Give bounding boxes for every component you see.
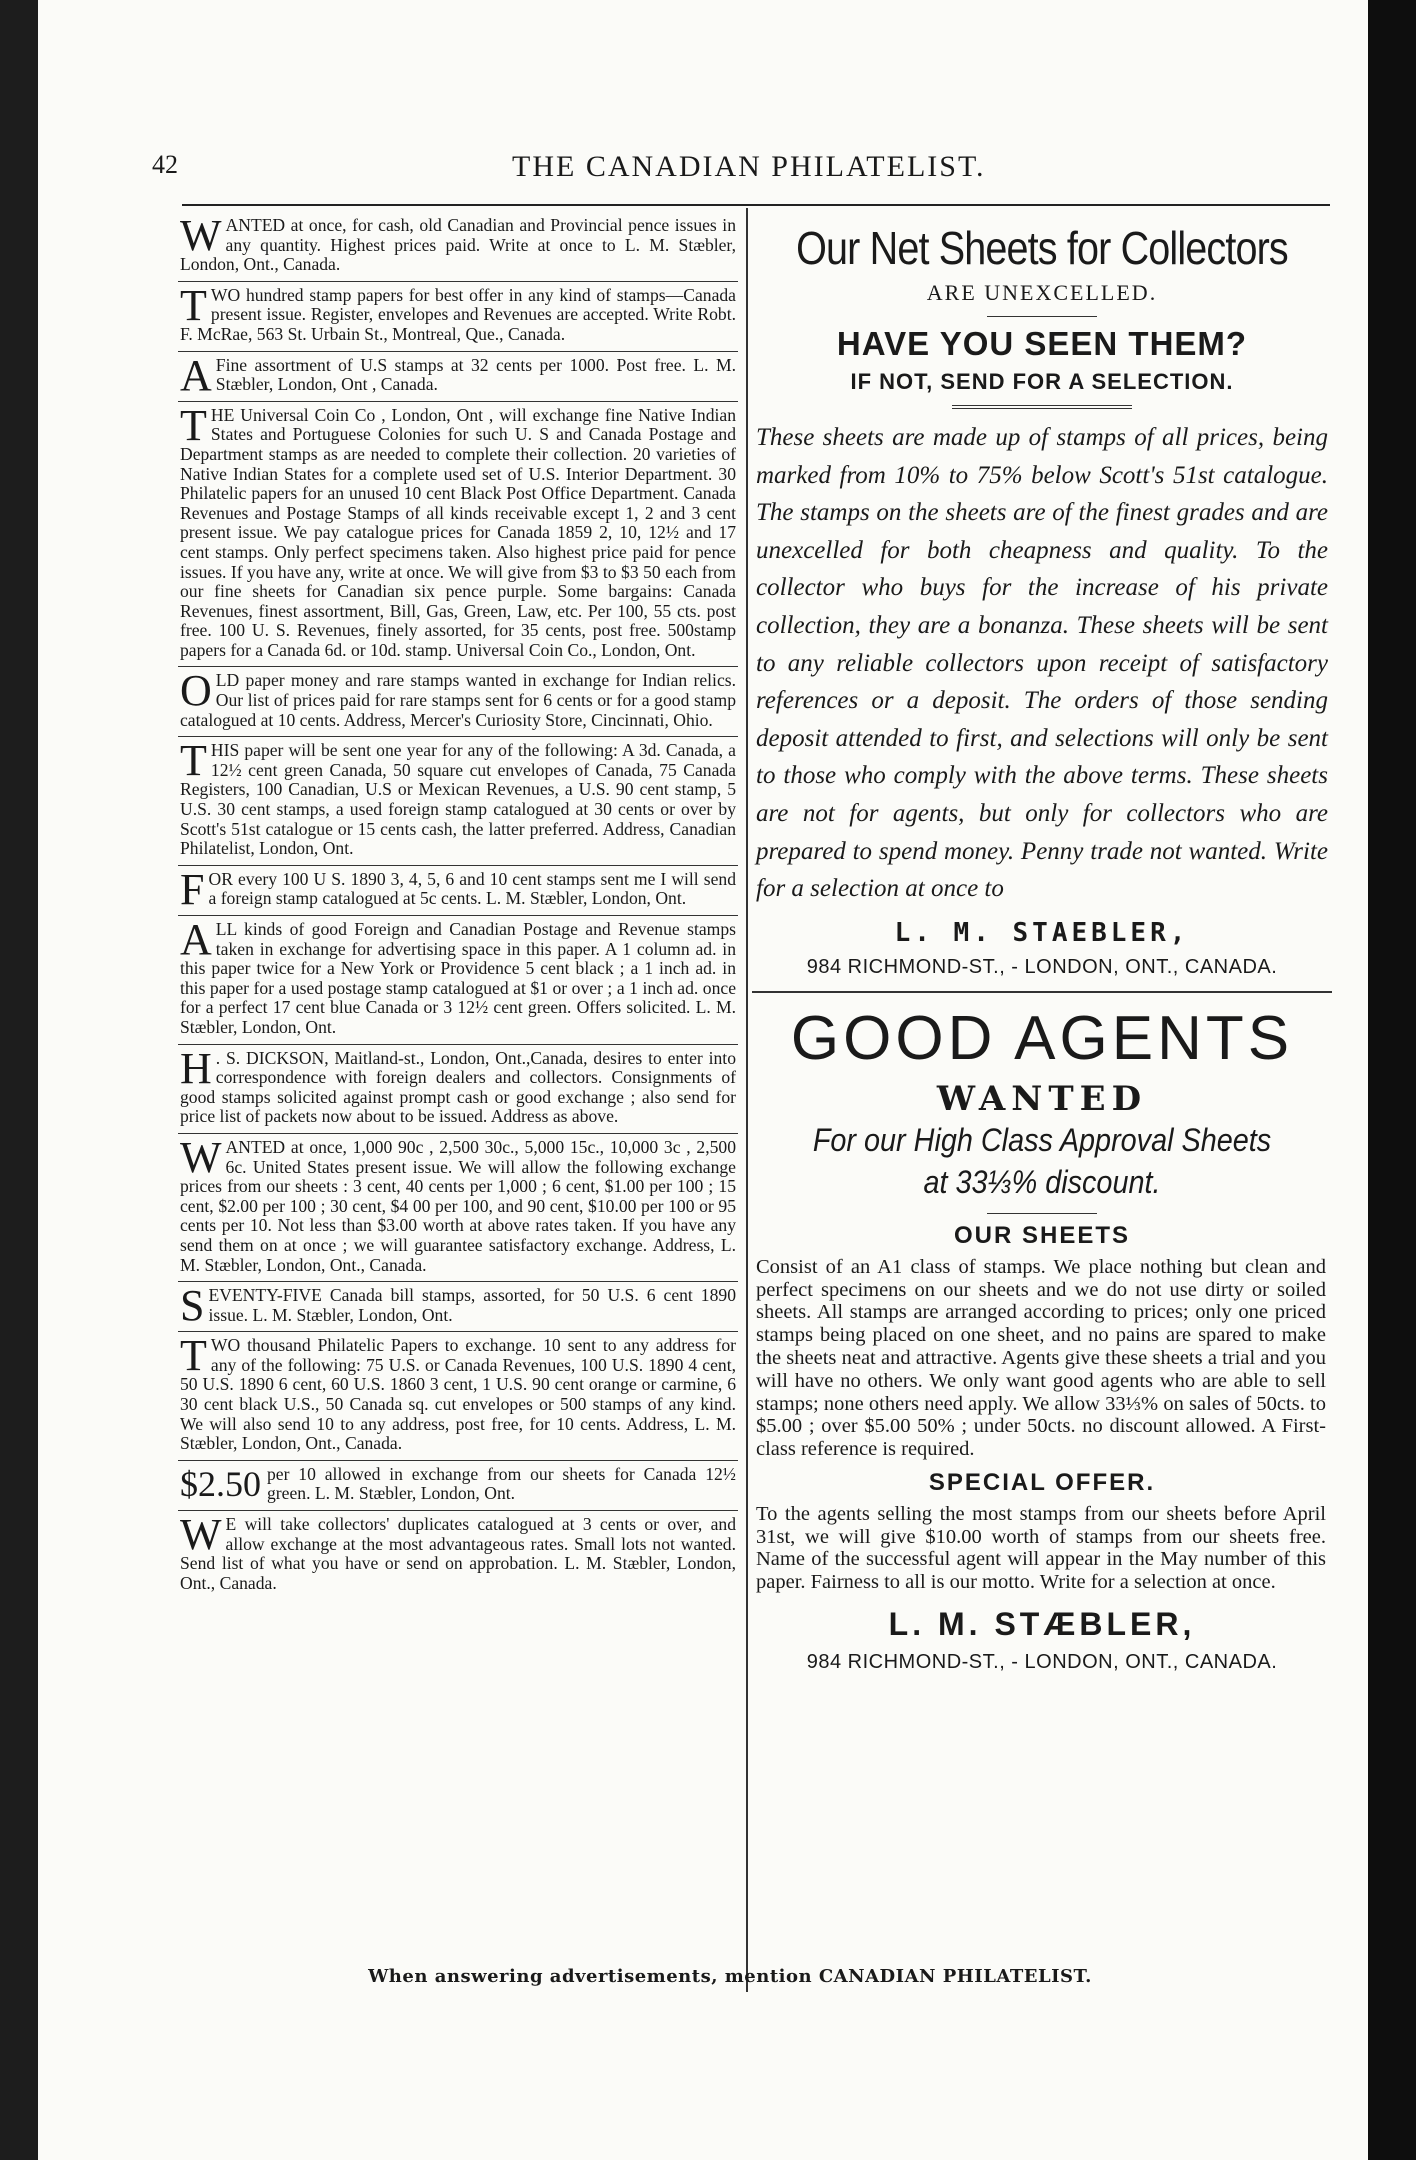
ad-text: WO hundred stamp papers for best offer in any kind of stamps—Canada present issue. Register, envelopes and Revenues are accepted. Write Robt. F. McRae, 563 St. Urbain St., Montreal, Que., Canada. bbox=[180, 284, 736, 344]
advertiser-address: 984 RICHMOND-ST., - LONDON, ONT., CANADA. bbox=[806, 955, 1278, 978]
classified-ad bbox=[178, 1511, 738, 1599]
drop-cap: W bbox=[180, 1510, 222, 1560]
short-rule bbox=[987, 1213, 1097, 1214]
drop-cap: H bbox=[180, 1043, 212, 1093]
display-ads-column bbox=[752, 212, 1332, 1674]
classified-ad bbox=[178, 667, 738, 737]
ad-text: per 10 allowed in exchange from our sheets for Canada 12½ green. L. M. Stæbler, London, Ont. bbox=[267, 1463, 736, 1504]
ad-title: Our Net Sheets for Collectors bbox=[796, 222, 1288, 274]
ad-subtitle: ARE UNEXCELLED. bbox=[926, 280, 1158, 305]
drop-cap: F bbox=[180, 864, 205, 914]
classified-ad bbox=[178, 402, 738, 668]
ad-headline: GOOD AGENTS bbox=[790, 1003, 1294, 1073]
classified-ad bbox=[178, 1282, 738, 1332]
section-body: Consist of an A1 class of stamps. We place nothing but clean and perfect specimens on our sheets and we do not use dirty or soiled sheets. All stamps are arranged according to prices; only one priced stamps being placed on one sheet, and no pains are spared to make the sheets neat and attractive. Agents give these sheets a trial and you will have no others. We only want good agents who are able to sell stamps; none others need apply. We allow 33⅓% on sales of 50cts. to $5.00 ; over $5.00 50% ; under 50cts. no discount allowed. A First-class reference is required. bbox=[756, 1255, 1326, 1461]
net-sheets-ad bbox=[752, 220, 1332, 979]
classified-ad bbox=[178, 737, 738, 866]
ad-separator bbox=[752, 991, 1332, 993]
ad-text: Fine assortment of U.S stamps at 32 cents per 1000. Post free. L. M. Stæbler, London, Ont , Canada. bbox=[215, 354, 736, 395]
page-number: 42 bbox=[152, 150, 178, 179]
ad-text: HE Universal Coin Co , London, Ont , will exchange fine Native Indian States and Portuguese Colonies for such U. S and Canada Postage and Department stamps as are needed to complete their collection. 20 varieties of Native Indian States for a complete used set of U.S. Interior Department. 30 Philatelic papers for an unused 10 cent Black Post Office Department. Canada Revenues and Postage Stamps of all kinds receivable except 1, 2 and 3 cent present issue. We pay catalogue prices for Canada 1859 2, 10, 12½ and 17 cent stamps. Only perfect specimens taken. Also highest price paid for pence issues. If you have any, write at once. We will give from $3 to $3 50 each from our fine sheets for Canadian six pence purple. Some bargains: Canada Revenues, finest assortment, Bill, Gas, Green, Law, etc. Per 100, 55 cts. post free. 100 U. S. Revenues, finely assorted, for 35 cents, post free. 500stamp papers for a Canada 6d. or 10d. stamp. Universal Coin Co., London, Ont. bbox=[180, 404, 736, 660]
discount-line: at 33⅓% discount. bbox=[923, 1163, 1161, 1200]
good-agents-ad bbox=[752, 1003, 1332, 1674]
classified-ad bbox=[178, 212, 738, 282]
page-edge-shadow bbox=[1368, 0, 1416, 2160]
advertiser-name: L. M. STÆBLER, bbox=[888, 1606, 1196, 1643]
drop-cap: A bbox=[180, 915, 212, 964]
classified-ad bbox=[178, 1332, 738, 1461]
classified-ad bbox=[178, 1134, 738, 1282]
drop-cap: T bbox=[180, 1331, 207, 1381]
drop-cap: T bbox=[180, 280, 207, 330]
short-rule bbox=[987, 316, 1097, 317]
drop-cap: W bbox=[180, 1132, 222, 1182]
ad-text: ANTED at once, 1,000 90c , 2,500 30c., 5,000 15c., 10,000 3c , 2,500 6c. United States present issue. We will allow the following exchange prices from our sheets : 3 cent, 40 cents per 1,000 ; 6 cent, $1.00 per 100 ; 15 cent, $2.00 per 100 ; 30 cent, $4 00 per 100, and 90 cent, $10.00 per 100 or 95 cents per 10. Not less than $3.00 worth at above rates taken. If you have any send them on at once ; we will guarantee satisfactory exchange. Address, L. M. Stæbler, London, Ont., Canada. bbox=[180, 1136, 736, 1275]
drop-cap: S bbox=[180, 1281, 205, 1331]
ad-text: LD paper money and rare stamps wanted in exchange for Indian relics. Our list of prices paid for rare stamps sent for 6 cents or for a good stamp catalogued at 10 cents. Address, Mercer's Curiosity Store, Cincinnati, Ohio. bbox=[180, 670, 736, 730]
offer-line: For our High Class Approval Sheets bbox=[812, 1121, 1272, 1158]
drop-cap: T bbox=[180, 400, 207, 450]
advertiser-address: 984 RICHMOND-ST., - LONDON, ONT., CANADA. bbox=[806, 1651, 1278, 1674]
ad-text: E will take collectors' duplicates catalogued at 3 cents or over, and allow exchange at the most advantageous rates. Small lots not wanted. Send list of what you have or send on approbation. L. M. Stæbler, London, Ont., Canada. bbox=[180, 1514, 736, 1593]
ad-headline: HAVE YOU SEEN THEM? bbox=[836, 325, 1248, 362]
ad-text: . S. DICKSON, Maitland-st., London, Ont.,Canada, desires to enter into correspondence with foreign dealers and collectors. Consignments of good stamps solicited against prompt cash or good exchange ; also send for price list of packets now about to be issued. Address as above. bbox=[180, 1047, 736, 1127]
price-lead: $2.50 bbox=[180, 1463, 261, 1504]
classified-ad bbox=[178, 1045, 738, 1134]
ad-text: WO thousand Philatelic Papers to exchange. 10 sent to any address for any of the following: 75 U.S. or Canada Revenues, 100 U.S. 1890 4 cent, 50 U.S. 1890 6 cent, 60 U.S. 1860 3 cent, 1 U.S. 90 cent orange or carmine, 6 30 cent black U.S., 50 Canada sq. cut envelopes or 500 stamps of any kind. We will also send 10 to any address, post free, for 10 cents. Address, L. M. Stæbler, London, Ont., Canada. bbox=[180, 1335, 736, 1454]
section-body: To the agents selling the most stamps from our sheets before April 31st, we will give $10.00 worth of stamps from our sheets free. Name of the successful agent will appear in the May number of this paper. Fairness to all is our motto. Write for a selection at once. bbox=[756, 1502, 1326, 1594]
classified-ad bbox=[178, 916, 738, 1045]
section-heading: OUR SHEETS bbox=[953, 1221, 1131, 1249]
advertiser-name: L. M. STAEBLER, bbox=[894, 917, 1190, 948]
classified-ad bbox=[178, 866, 738, 916]
ad-text: OR every 100 U S. 1890 3, 4, 5, 6 and 10 cent stamps sent me I will send a foreign stamp catalogued at 5c cents. L. M. Stæbler, London, Ont. bbox=[208, 868, 736, 909]
ornament-rule bbox=[952, 405, 1132, 409]
drop-cap: W bbox=[180, 211, 222, 260]
classified-ads-column bbox=[178, 212, 738, 1599]
ad-text: HIS paper will be sent one year for any of the following: A 3d. Canada, a 12½ cent green Canada, 50 square cut envelopes of Canada, 75 Canada Registers, 100 Canadian, U.S or Mexican Revenues, a U.S. 90 cent stamp, 5 U.S. 30 cent stamps, a used foreign stamp catalogued at 30 cents or over by Scott's 51st catalogue or 15 cents cash, the latter preferred. Address, Canadian Philatelist, London, Ont. bbox=[180, 740, 736, 859]
page-footer: When answering advertisements, mention CANADIAN PHILATELIST. bbox=[368, 1966, 1092, 1987]
section-heading: SPECIAL OFFER. bbox=[928, 1468, 1156, 1496]
ad-body: These sheets are made up of stamps of all prices, being marked from 10% to 75% below Scott's 51st catalogue. The stamps on the sheets are of the finest grades and are unexcelled for both cheapness and quality. To the collector who buys for the increase of his private collection, they are a bonanza. These sheets will be sent to any reliable collectors upon receipt of satisfactory references or a deposit. The orders of those sending deposit attended to first, and selections will only be sent to those who comply with the above terms. These sheets are not for agents, but only for collectors who are prepared to spend money. Penny trade not wanted. Write for a selection at once to bbox=[756, 424, 1328, 903]
ad-text: EVENTY-FIVE Canada bill stamps, assorted, for 50 U.S. 6 cent 1890 issue. L. M. Stæbler, London, Ont. bbox=[208, 1285, 736, 1325]
header-rule bbox=[182, 204, 1330, 206]
ad-text: ANTED at once, for cash, old Canadian and Provincial pence issues in any quantity. Highest prices paid. Write at once to L. M. Stæbler, London, Ont., Canada. bbox=[180, 215, 736, 275]
drop-cap: T bbox=[180, 736, 207, 786]
wanted-label: WANTED bbox=[936, 1078, 1148, 1119]
ad-subhead: IF NOT, SEND FOR A SELECTION. bbox=[850, 369, 1234, 394]
classified-ad bbox=[178, 1461, 738, 1511]
classified-ad bbox=[178, 352, 738, 402]
ad-text: LL kinds of good Foreign and Canadian Postage and Revenue stamps taken in exchange for advertising space in this paper. A 1 column ad. in this paper twice for a New York or Providence 5 cent black ; a 1 inch ad. in this paper for a used postage stamp catalogued at $1 or over ; a 1 inch ad. once for a perfect 17 cent blue Canada or 3 12½ cent green. Offers solicited. L. M. Stæbler, London, Ont. bbox=[180, 919, 736, 1037]
drop-cap: O bbox=[180, 666, 212, 716]
column-divider bbox=[746, 208, 748, 1992]
classified-ad bbox=[178, 282, 738, 352]
journal-title: THE CANADIAN PHILATELIST. bbox=[512, 150, 986, 183]
drop-cap: A bbox=[180, 350, 212, 400]
running-header bbox=[152, 146, 1332, 190]
